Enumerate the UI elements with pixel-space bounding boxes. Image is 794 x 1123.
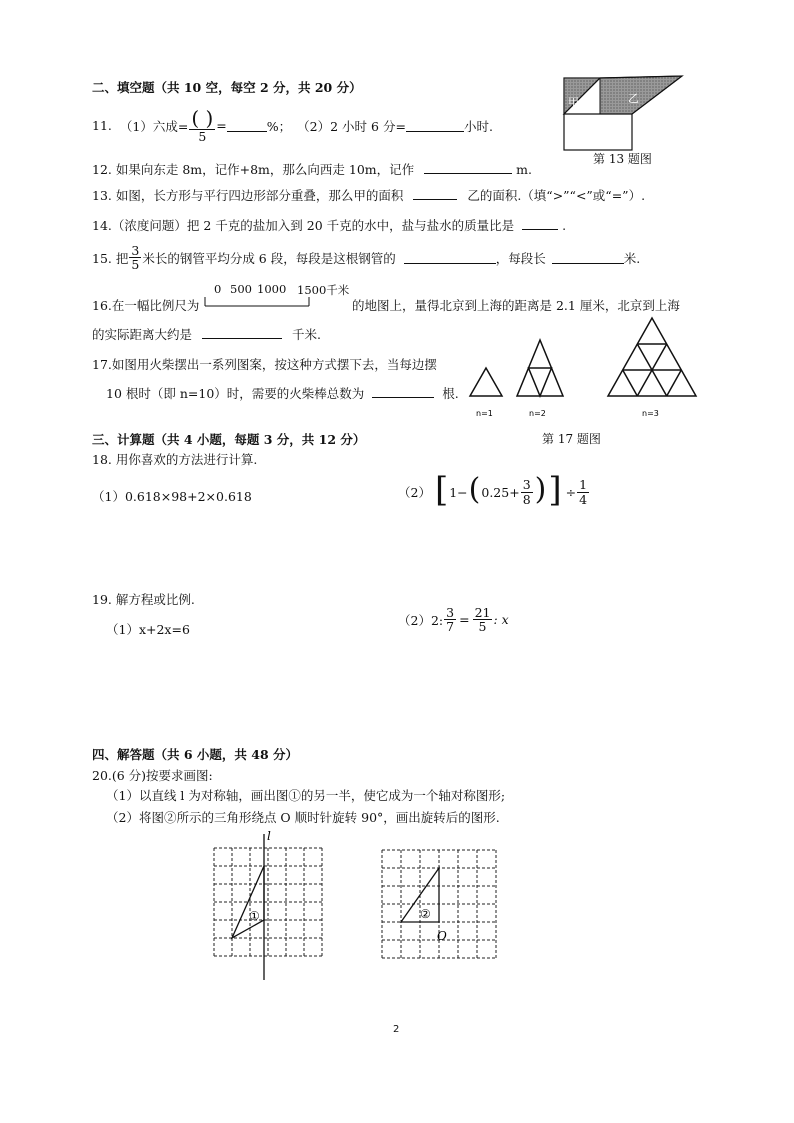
q11-p1-prefix: （1）六成= — [119, 118, 189, 134]
page-number: 2 — [393, 1024, 400, 1035]
q20-figure-1-mark: ① — [249, 909, 260, 923]
q16-line2: 的实际距离大约是 — [92, 327, 193, 342]
q18-right-paren: ) — [534, 472, 547, 507]
q19-tail: : x — [493, 612, 509, 628]
q11-p1-suffix: %； — [266, 118, 292, 134]
q13-text-a: 13. 如图，长方形与平行四边形部分重叠，那么甲的面积 — [92, 188, 404, 203]
q11-blank-2[interactable] — [406, 119, 464, 132]
q17-label-n1: n=1 — [476, 409, 493, 418]
q13-figure — [562, 74, 690, 152]
q19-fraction-21-5 — [473, 606, 493, 633]
q18-fraction-3-8 — [521, 478, 533, 505]
q15-fraction — [129, 244, 141, 271]
q19-part2 — [398, 606, 509, 633]
q15-fraction-den: 5 — [131, 257, 140, 273]
q18-left-paren: ( — [468, 472, 481, 507]
q11-fraction-den: 5 — [198, 129, 207, 144]
q20-point-o: O — [437, 929, 447, 943]
q16-blank[interactable] — [202, 326, 282, 339]
q14-suffix: . — [562, 218, 567, 233]
q16-scale-tick-0: 0 — [214, 282, 222, 296]
q13-blank[interactable] — [413, 187, 457, 200]
q20-figure-2-mark: ② — [420, 907, 431, 921]
q18-p2-b: 0.25+ — [481, 484, 520, 500]
q18-part2 — [398, 470, 590, 511]
q18-div-den: 4 — [579, 491, 588, 507]
question-11 — [92, 108, 493, 143]
question-12 — [92, 160, 532, 178]
q15-text-b: ，每段长 — [495, 250, 546, 266]
question-13 — [92, 186, 645, 204]
q17-line2-b: 根. — [442, 386, 459, 401]
q11-eq: = — [216, 118, 227, 134]
q19-eq: = — [459, 612, 470, 628]
q18-div: ÷ — [565, 484, 577, 500]
q17-triangle-n1 — [470, 368, 502, 396]
q18-left-bracket: [ — [434, 470, 449, 510]
q11-blank-1[interactable] — [227, 119, 267, 132]
q19-p2-label: （2）2: — [398, 612, 444, 628]
q19-part1: （1）x+2x=6 — [106, 622, 190, 637]
q16-text-a: 16.在一幅比例尺为 — [92, 298, 200, 313]
q12-text: 12. 如果向东走 8m，记作+8m，那么向西走 10m，记作 — [92, 162, 415, 177]
question-16-line2 — [92, 325, 321, 343]
section3-title: 三、计算题（共 4 小题，每题 3 分，共 12 分） — [92, 432, 366, 447]
q19-frac1-num: 3 — [446, 605, 455, 620]
q18-text: 18. 用你喜欢的方法进行计算. — [92, 452, 258, 467]
q20-part2: （2）将图②所示的三角形绕点 O 顺时针旋转 90°，画出旋转后的图形. — [106, 810, 500, 825]
q19-text: 19. 解方程或比例. — [92, 592, 195, 607]
q15-text-a: 米长的钢管平均分成 6 段，每段是这根钢管的 — [142, 250, 396, 266]
q17-caption: 第 17 题图 — [542, 432, 601, 446]
q18-p2-label: （2） — [398, 485, 431, 500]
q17-line1: 17.如图用火柴摆出一系列图案，按这种方式摆下去，当每边摆 — [92, 357, 437, 372]
section2-title: 二、填空题（共 10 空，每空 2 分，共 20 分） — [92, 80, 362, 95]
q19-fraction-3-7 — [444, 606, 456, 633]
q20-grid-2 — [380, 848, 500, 978]
q16-scale-tick-1500: 1500千米 — [297, 283, 350, 297]
section4-title: 四、解答题（共 6 小题，共 48 分） — [92, 747, 299, 762]
q12-blank[interactable] — [424, 161, 512, 174]
q13-label-jia: 甲 — [568, 96, 579, 109]
q19-frac2-den: 5 — [478, 619, 487, 635]
q19-frac1-den: 7 — [446, 619, 455, 635]
q11-fraction-num: ( ) — [191, 106, 214, 130]
q15-blank-1[interactable] — [404, 251, 496, 264]
question-15 — [92, 244, 640, 271]
q15-suffix: 米. — [623, 250, 641, 266]
q13-label-yi: 乙 — [628, 92, 639, 105]
q11-p2-prefix: （2）2 小时 6 分= — [297, 118, 406, 134]
q18-div-num: 1 — [579, 477, 588, 493]
question-14 — [92, 216, 566, 234]
q18-frac-den: 8 — [522, 491, 531, 507]
q17-blank[interactable] — [372, 385, 434, 398]
q16-scale-tick-1000: 1000 — [257, 282, 287, 296]
q18-part1: （1）0.618×98+2×0.618 — [92, 489, 252, 504]
q14-text: 14.（浓度问题）把 2 千克的盐加入到 20 千克的水中，盐与盐水的质量比是 — [92, 218, 515, 233]
q13-region-yi — [600, 76, 682, 114]
q17-label-n3: n=3 — [642, 409, 659, 418]
q20-grid-1 — [212, 830, 332, 990]
q16-scale-line — [204, 296, 324, 308]
q17-triangle-n2 — [517, 340, 563, 396]
q11-label: 11. — [92, 118, 112, 134]
q16-text-b: 的地图上，量得北京到上海的距离是 2.1 厘米，北京到上海 — [352, 298, 680, 313]
q15-fraction-num: 3 — [131, 243, 140, 258]
q15-blank-2[interactable] — [552, 251, 624, 264]
q14-blank[interactable] — [522, 217, 558, 230]
q18-p2-a: 1− — [449, 484, 468, 500]
q20-grid-1-lines — [214, 848, 322, 956]
q18-right-bracket: ] — [548, 470, 562, 510]
q11-p2-suffix: 小时. — [463, 118, 493, 134]
q12-suffix: m. — [516, 162, 532, 177]
q17-triangle-n3 — [608, 318, 696, 396]
q13-caption: 第 13 题图 — [593, 152, 652, 166]
q17-label-n2: n=2 — [529, 409, 546, 418]
q20-axis-label-l: l — [267, 829, 271, 843]
q11-fraction — [189, 108, 215, 143]
question-17-line2 — [106, 384, 459, 402]
q16-suffix: 千米. — [291, 327, 321, 342]
q19-frac2-num: 21 — [474, 605, 491, 620]
q17-line2-a: 10 根时（即 n=10）时，需要的火柴棒总数为 — [106, 386, 365, 401]
q20-part1: （1）以直线 l 为对称轴，画出图①的另一半，使它成为一个轴对称图形; — [106, 788, 506, 803]
q18-frac-num: 3 — [522, 477, 531, 493]
q17-figures — [462, 316, 702, 421]
q18-fraction-1-4 — [577, 478, 589, 505]
q15-label: 15. 把 — [92, 250, 129, 266]
q20-text: 20.(6 分)按要求画图: — [92, 768, 213, 783]
q13-text-b: 乙的面积.（填“>”“<”或“=”）. — [467, 188, 646, 203]
q16-scale-tick-500: 500 — [230, 282, 252, 296]
